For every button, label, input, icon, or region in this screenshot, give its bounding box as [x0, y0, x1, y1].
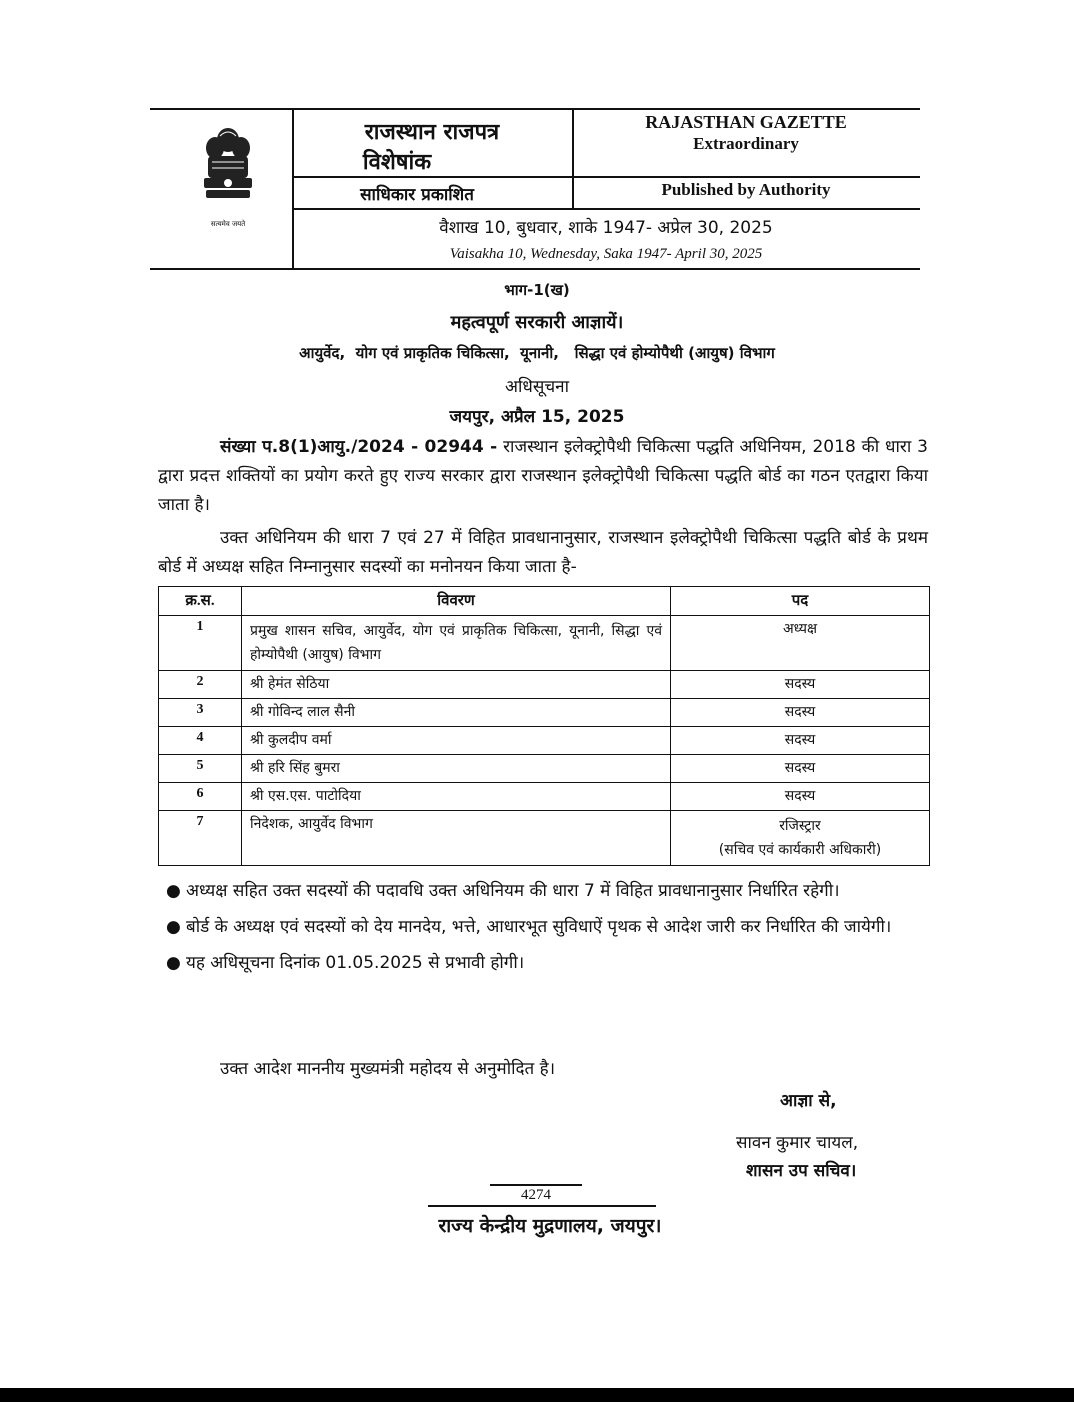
department-name: आयुर्वेद, योग एवं प्राकृतिक चिकित्सा, यूनानी, सिद्धा एवं होम्योपैथी (आयुष) विभाग — [299, 344, 775, 362]
list-item — [166, 948, 928, 978]
serial-number: 7 — [159, 811, 242, 866]
list-item — [166, 912, 928, 942]
member-description: श्री कुलदीप वर्मा — [242, 727, 671, 755]
serial-number: 3 — [159, 699, 242, 727]
members-table — [158, 586, 930, 866]
member-description: श्री एस.एस. पाटोदिया — [242, 783, 671, 811]
part-label: भाग-1(ख) — [504, 281, 570, 299]
member-post-detail: (सचिव एवं कार्यकारी अधिकारी) — [718, 842, 882, 858]
table-row — [159, 811, 930, 866]
serial-number: 2 — [159, 671, 242, 699]
published-by-authority-hindi: साधिकार प्रकाशित — [360, 185, 474, 205]
notification-text: राजस्थान इलेक्ट्रोपैथी चिकित्सा पद्धति अधिनियम, 2018 की धारा 3 द्वारा प्रदत्त शक्तियों का प्रयोग करते हुए राज्य सरकार द्वारा राजस्थान इलेक्ट्रोपैथी चिकित्सा पद्धति बोर्ड का गठन एतद्वारा किया जाता है। — [158, 437, 928, 515]
list-item — [166, 876, 928, 906]
member-post: रजिस्ट्रार — [779, 818, 821, 834]
table-row — [159, 727, 930, 755]
member-description: श्री गोविन्द लाल सैनी — [242, 699, 671, 727]
table-row — [159, 755, 930, 783]
gazette-title-english: RAJASTHAN GAZETTE — [645, 112, 847, 132]
gazette-extraordinary-hindi: विशेषांक — [362, 150, 432, 175]
member-description: प्रमुख शासन सचिव, आयुर्वेद, योग एवं प्राकृतिक चिकित्सा, यूनानी, सिद्धा एवं होम्योपैथी (आयुष) विभाग — [242, 616, 671, 671]
notification-paragraph-2: उक्त अधिनियम की धारा 7 एवं 27 में विहित प्रावधानानुसार, राजस्थान इलेक्ट्रोपैथी चिकित्सा पद्धति बोर्ड के प्रथम बोर्ड में अध्यक्ष सहित निम्नानुसार सदस्यों का मनोनयन किया जाता है- — [158, 528, 928, 577]
member-description: श्री हेमंत सेठिया — [242, 671, 671, 699]
table-row — [159, 699, 930, 727]
signatory-name: सावन कुमार चायल, — [736, 1133, 859, 1153]
header-post: पद — [671, 587, 930, 616]
emblem-caption: सत्यमेव जयते — [210, 220, 246, 228]
notification-paragraph-1 — [158, 433, 928, 520]
member-post: अध्यक्ष — [671, 616, 930, 671]
list-item-text: बोर्ड के अध्यक्ष एवं सदस्यों को देय मानदेय, भत्ते, आधारभूत सुविधाऐं पृथक से आदेश जारी कर निर्धारित की जायेगी। — [186, 917, 892, 937]
bullet-icon: ● — [166, 953, 181, 973]
bullet-icon: ● — [166, 881, 181, 901]
list-item-text: यह अधिसूचना दिनांक 01.05.2025 से प्रभावी होगी। — [186, 953, 525, 973]
member-post: सदस्य — [671, 783, 930, 811]
section-title: महत्वपूर्ण सरकारी आज्ञायें। — [450, 312, 624, 333]
member-post: सदस्य — [671, 671, 930, 699]
serial-number: 5 — [159, 755, 242, 783]
serial-number: 1 — [159, 616, 242, 671]
bullet-icon: ● — [166, 917, 181, 937]
print-code: 4274 — [521, 1187, 551, 1203]
footer-rule-long — [428, 1205, 656, 1207]
serial-number: 4 — [159, 727, 242, 755]
notification-label: अधिसूचना — [505, 377, 569, 397]
header-serial: क्र.स. — [159, 587, 242, 616]
member-post: सदस्य — [671, 727, 930, 755]
printing-press: राज्य केन्द्रीय मुद्रणालय, जयपुर। — [438, 1215, 662, 1237]
national-emblem-icon — [196, 122, 260, 222]
member-description: श्री हरि सिंह बुमरा — [242, 755, 671, 783]
list-item-text: अध्यक्ष सहित उक्त सदस्यों की पदावधि उक्त अधिनियम की धारा 7 में विहित प्रावधानानुसार निर्धारित रहेगी। — [186, 881, 840, 901]
serial-number: 6 — [159, 783, 242, 811]
approval-statement: उक्त आदेश माननीय मुख्यमंत्री महोदय से अनुमोदित है। — [220, 1059, 556, 1079]
header-description: विवरण — [242, 587, 671, 616]
issue-date-english: Vaisakha 10, Wednesday, Saka 1947- April 30, 2025 — [449, 246, 763, 262]
table-row — [159, 616, 930, 671]
table-row — [159, 671, 930, 699]
signatory-designation: शासन उप सचिव। — [746, 1161, 857, 1181]
issue-date-hindi: वैशाख 10, बुधवार, शाके 1947- अप्रेल 30, 2025 — [439, 218, 773, 238]
member-description: निदेशक, आयुर्वेद विभाग — [242, 811, 671, 866]
published-by-authority-english: Published by Authority — [661, 180, 831, 199]
gazette-title-hindi: राजस्थान राजपत्र — [364, 120, 500, 145]
table-header-row — [159, 587, 930, 616]
by-order: आज्ञा से, — [780, 1091, 837, 1111]
table-row — [159, 783, 930, 811]
member-post-cell — [671, 811, 930, 866]
footer-rule-short — [490, 1184, 582, 1186]
conditions-list — [166, 876, 928, 984]
member-post: सदस्य — [671, 699, 930, 727]
gazette-extraordinary-english: Extraordinary — [693, 134, 799, 153]
place-date: जयपुर, अप्रैल 15, 2025 — [449, 407, 625, 427]
notification-reference: संख्या प.8(1)आयु./2024 - 02944 - — [220, 437, 498, 457]
member-post: सदस्य — [671, 755, 930, 783]
scan-bottom-border — [0, 1388, 1074, 1402]
